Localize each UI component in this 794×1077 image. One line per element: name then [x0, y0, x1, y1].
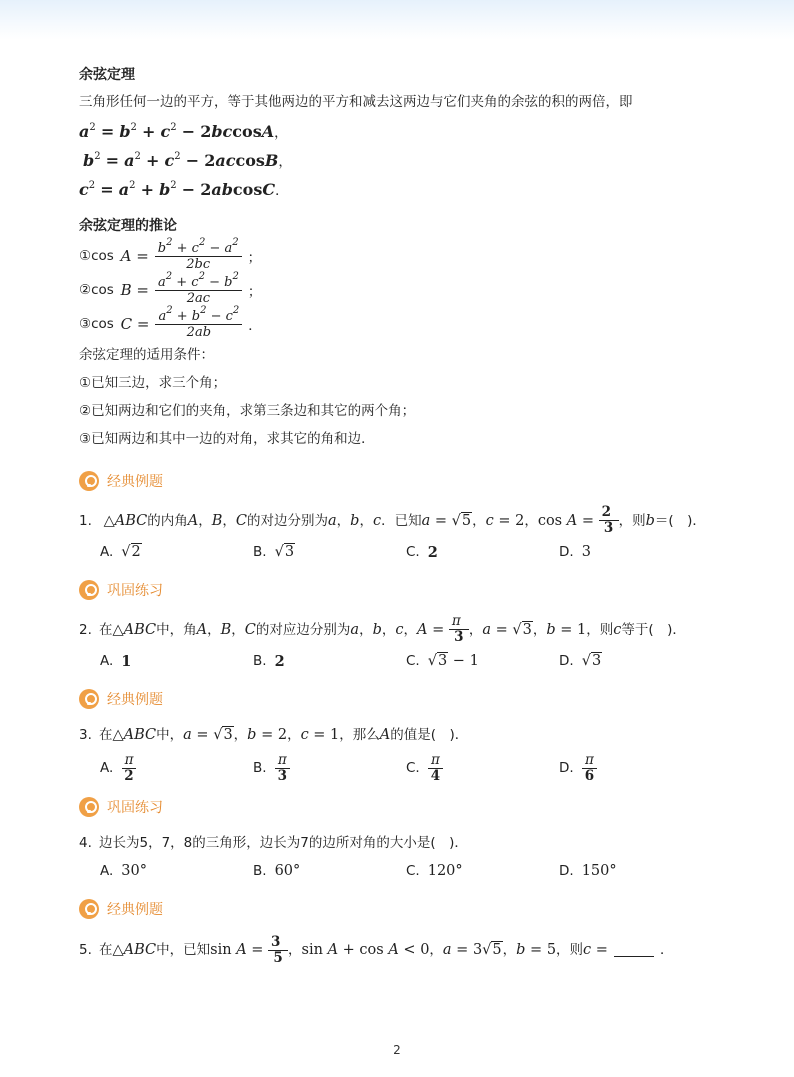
page-content: [79, 64, 739, 967]
option-a[interactable]: A. 1: [100, 652, 132, 670]
section-title-corollary: 余弦定理的推论: [79, 218, 177, 234]
question-1: 1. △ ABC 的内角 A ， B ， C 的对边分别为 a ， b ， c ．已知 a = √5 ， c = 2 ， cos A = $\frac{2}{3}$ ，则 b ＝( )．: [79, 504, 706, 536]
question-1-options: [100, 538, 739, 566]
option-a[interactable]: A. √2: [100, 544, 141, 560]
fraction-cos-c: $\frac{a^2 + b^2 - c^2}{2ab}$: [155, 309, 242, 340]
option-d[interactable]: D. $\frac{\pi}{6}$: [559, 753, 712, 784]
question-4: 4. 边长为5，7，8的三角形，边长为7的边所对角的大小是( )．: [79, 835, 468, 851]
option-c[interactable]: C. 120°: [406, 863, 463, 879]
option-d[interactable]: D. 150°: [559, 863, 617, 879]
top-banner: [0, 0, 794, 40]
question-2: 2. 在 △ ABC 中，角 A ， B ， C 的对应边分别为 a ， b ， c ， A = $\frac{\pi}{3}$ ， a = √3 ， b = 1 ，则 c 等于( )．: [79, 613, 686, 645]
lightbulb-icon: [79, 899, 99, 919]
conditions-list: [79, 345, 739, 449]
option-b[interactable]: B. √3: [253, 544, 295, 560]
practice-label: 巩固练习: [79, 797, 739, 817]
option-d[interactable]: D. √3: [559, 653, 602, 669]
question-2-options: [100, 647, 739, 675]
corollary-cos-c: ③cos C = $\frac{a^2 + b^2 - c^2}{2ab}$ ．: [79, 304, 262, 340]
conditions-title: 余弦定理的适用条件：: [79, 347, 214, 363]
example-label: 经典例题: [79, 471, 739, 491]
option-d[interactable]: D. 3: [559, 544, 591, 560]
cosine-law-intro: 三角形任何一边的平方，等于其他两边的平方和减去这两边与它们夹角的余弦的积的两倍，即: [79, 94, 633, 110]
answer-blank[interactable]: [614, 943, 654, 957]
question-4-options: [100, 857, 739, 885]
lightbulb-icon: [79, 471, 99, 491]
example-label: 经典例题: [79, 899, 739, 919]
fraction-two-thirds: $\frac{2}{3}$: [599, 505, 619, 536]
practice-label: 巩固练习: [79, 580, 739, 600]
lightbulb-icon: [79, 797, 99, 817]
option-a[interactable]: A. 30°: [100, 863, 147, 879]
lightbulb-icon: [79, 689, 99, 709]
fraction-cos-b: $\frac{a^2 + c^2 - b^2}{2ac}$: [155, 275, 242, 306]
option-a[interactable]: A. $\frac{\pi}{2}$: [100, 753, 253, 784]
option-c[interactable]: C. $\frac{\pi}{4}$: [406, 753, 559, 784]
condition-item: ①已知三边，求三个角；: [79, 375, 227, 391]
option-b[interactable]: B. 60°: [253, 863, 301, 879]
condition-item: ③已知两边和其中一边的对角，求其它的角和边．: [79, 431, 375, 447]
fraction-three-fifths: $\frac{3}{5}$: [268, 935, 288, 966]
lightbulb-icon: [79, 580, 99, 600]
question-3: 3. 在 △ ABC 中， a = √3 ， b = 2 ， c = 1 ，那么 A 的值是( )．: [79, 727, 469, 743]
fraction-pi-thirds: $\frac{\pi}{3}$: [449, 614, 469, 645]
corollary-cos-a: ①cos A = $\frac{b^2 + c^2 - a^2}{2bc}$ ；: [79, 236, 262, 272]
example-label: 经典例题: [79, 689, 739, 709]
option-c[interactable]: C. √3 − 1: [406, 653, 479, 669]
condition-item: ②已知两边和它们的夹角，求第三条边和其它的两个角；: [79, 403, 416, 419]
question-5: 5. 在 △ ABC 中，已知 sin A = $\frac{3}{5}$ ， sin A + cos A < 0 ， a = 3 √5 ， b = 5 ，则 c = ．: [79, 933, 674, 966]
section-title-cosine-law: 余弦定理: [79, 67, 135, 83]
option-b[interactable]: B. 2: [253, 652, 285, 670]
corollary-cos-b: ②cos B = $\frac{a^2 + c^2 - b^2}{2ac}$ ；: [79, 270, 262, 306]
fraction-cos-a: $\frac{b^2 + c^2 - a^2}{2bc}$: [155, 241, 242, 272]
formula-c-squared: $c^2 = a^2 + b^2 - 2abcosC$．: [79, 180, 289, 199]
question-3-options: [100, 749, 739, 787]
formula-b-squared: $b^2 = a^2 + c^2 - 2accosB$，: [83, 151, 292, 170]
option-b[interactable]: B. $\frac{\pi}{3}$: [253, 753, 406, 784]
option-c[interactable]: C. 2: [406, 543, 438, 561]
page-number: 2: [393, 1043, 401, 1057]
formula-a-squared: $a^2 = b^2 + c^2 - 2bccosA$，: [79, 122, 288, 141]
